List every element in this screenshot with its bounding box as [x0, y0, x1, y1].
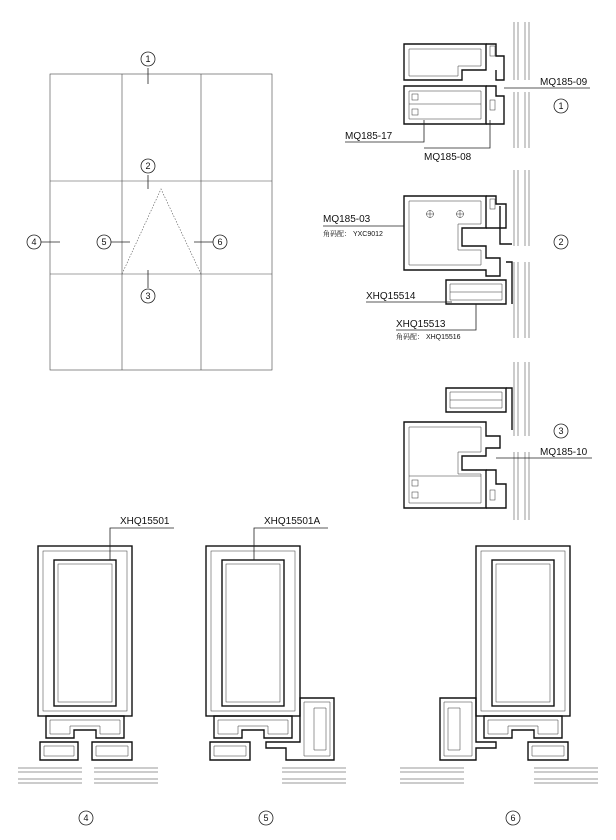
section-4-callout-text: 4 — [83, 813, 89, 823]
leader-xhq15501 — [110, 528, 174, 560]
label-xhq15513: XHQ15513 — [396, 319, 446, 330]
label-mq185-03-sub: 角码配： YXC9012 — [323, 231, 383, 238]
section-6-clip — [528, 742, 568, 760]
section-4-glass-unit — [54, 560, 116, 706]
section-2-transom — [404, 196, 500, 276]
elevation-view — [27, 52, 272, 370]
section-5-callout-text: 5 — [263, 813, 269, 823]
section-6-callout-text: 6 — [510, 813, 516, 823]
section-5-vent-frame — [266, 698, 334, 760]
section-3 — [404, 362, 592, 520]
section-6-glass-unit — [492, 560, 554, 706]
label-xhq15501: XHQ15501 — [120, 516, 170, 527]
section-6-base-profile — [484, 716, 562, 738]
section-5-base-profile — [214, 716, 292, 738]
label-mq185-08: MQ185-08 — [424, 152, 472, 163]
callout-6-text: 6 — [217, 237, 223, 247]
section-3-transom — [404, 422, 500, 508]
leader-xhq15501a — [254, 528, 328, 560]
section-4 — [18, 516, 174, 825]
section-2-callout-text: 2 — [558, 237, 564, 247]
section-6-frame — [476, 546, 570, 716]
section-5-glass-panes — [282, 768, 346, 783]
section-3-glass — [514, 362, 529, 520]
section-4-base-profile — [46, 716, 124, 738]
label-mq185-03: MQ185-03 — [323, 214, 371, 225]
callout-3-text: 3 — [145, 291, 151, 301]
callout-4-text: 4 — [31, 237, 37, 247]
section-6-vent-frame — [440, 698, 496, 760]
section-6-glass-panes — [400, 768, 598, 783]
section-2-upper-lip — [486, 196, 506, 228]
section-1-glass — [514, 22, 529, 148]
section-5-frame — [206, 546, 300, 716]
section-5-glass-unit — [222, 560, 284, 706]
section-1 — [345, 22, 590, 163]
label-xhq15501a: XHQ15501A — [264, 516, 321, 527]
label-xhq15513-sub: 角码配： XHQ15516 — [396, 334, 461, 341]
section-2 — [323, 170, 568, 341]
section-1-mullion — [404, 86, 486, 124]
callout-5-text: 5 — [101, 237, 107, 247]
section-4-frame — [38, 546, 132, 716]
callout-2-text: 2 — [145, 161, 151, 171]
section-3-lower-lip — [486, 470, 506, 508]
section-1-callout-text: 1 — [558, 101, 564, 111]
section-3-callout-text: 3 — [558, 426, 564, 436]
opening-vent-mark — [122, 189, 201, 274]
elevation-frame — [50, 74, 272, 370]
section-4-glass-panes — [18, 768, 158, 783]
label-mq185-10: MQ185-10 — [540, 447, 588, 458]
section-1-sash-upper — [404, 44, 486, 80]
label-mq185-17: MQ185-17 — [345, 131, 393, 142]
label-mq185-09: MQ185-09 — [540, 77, 588, 88]
section-5 — [206, 516, 346, 825]
label-xhq15514: XHQ15514 — [366, 291, 416, 302]
section-6 — [400, 546, 598, 825]
callout-1-text: 1 — [145, 54, 151, 64]
section-2-glass — [514, 170, 529, 338]
section-4-clip-right — [92, 742, 132, 760]
section-4-clip-left — [40, 742, 78, 760]
section-5-clip — [210, 742, 250, 760]
